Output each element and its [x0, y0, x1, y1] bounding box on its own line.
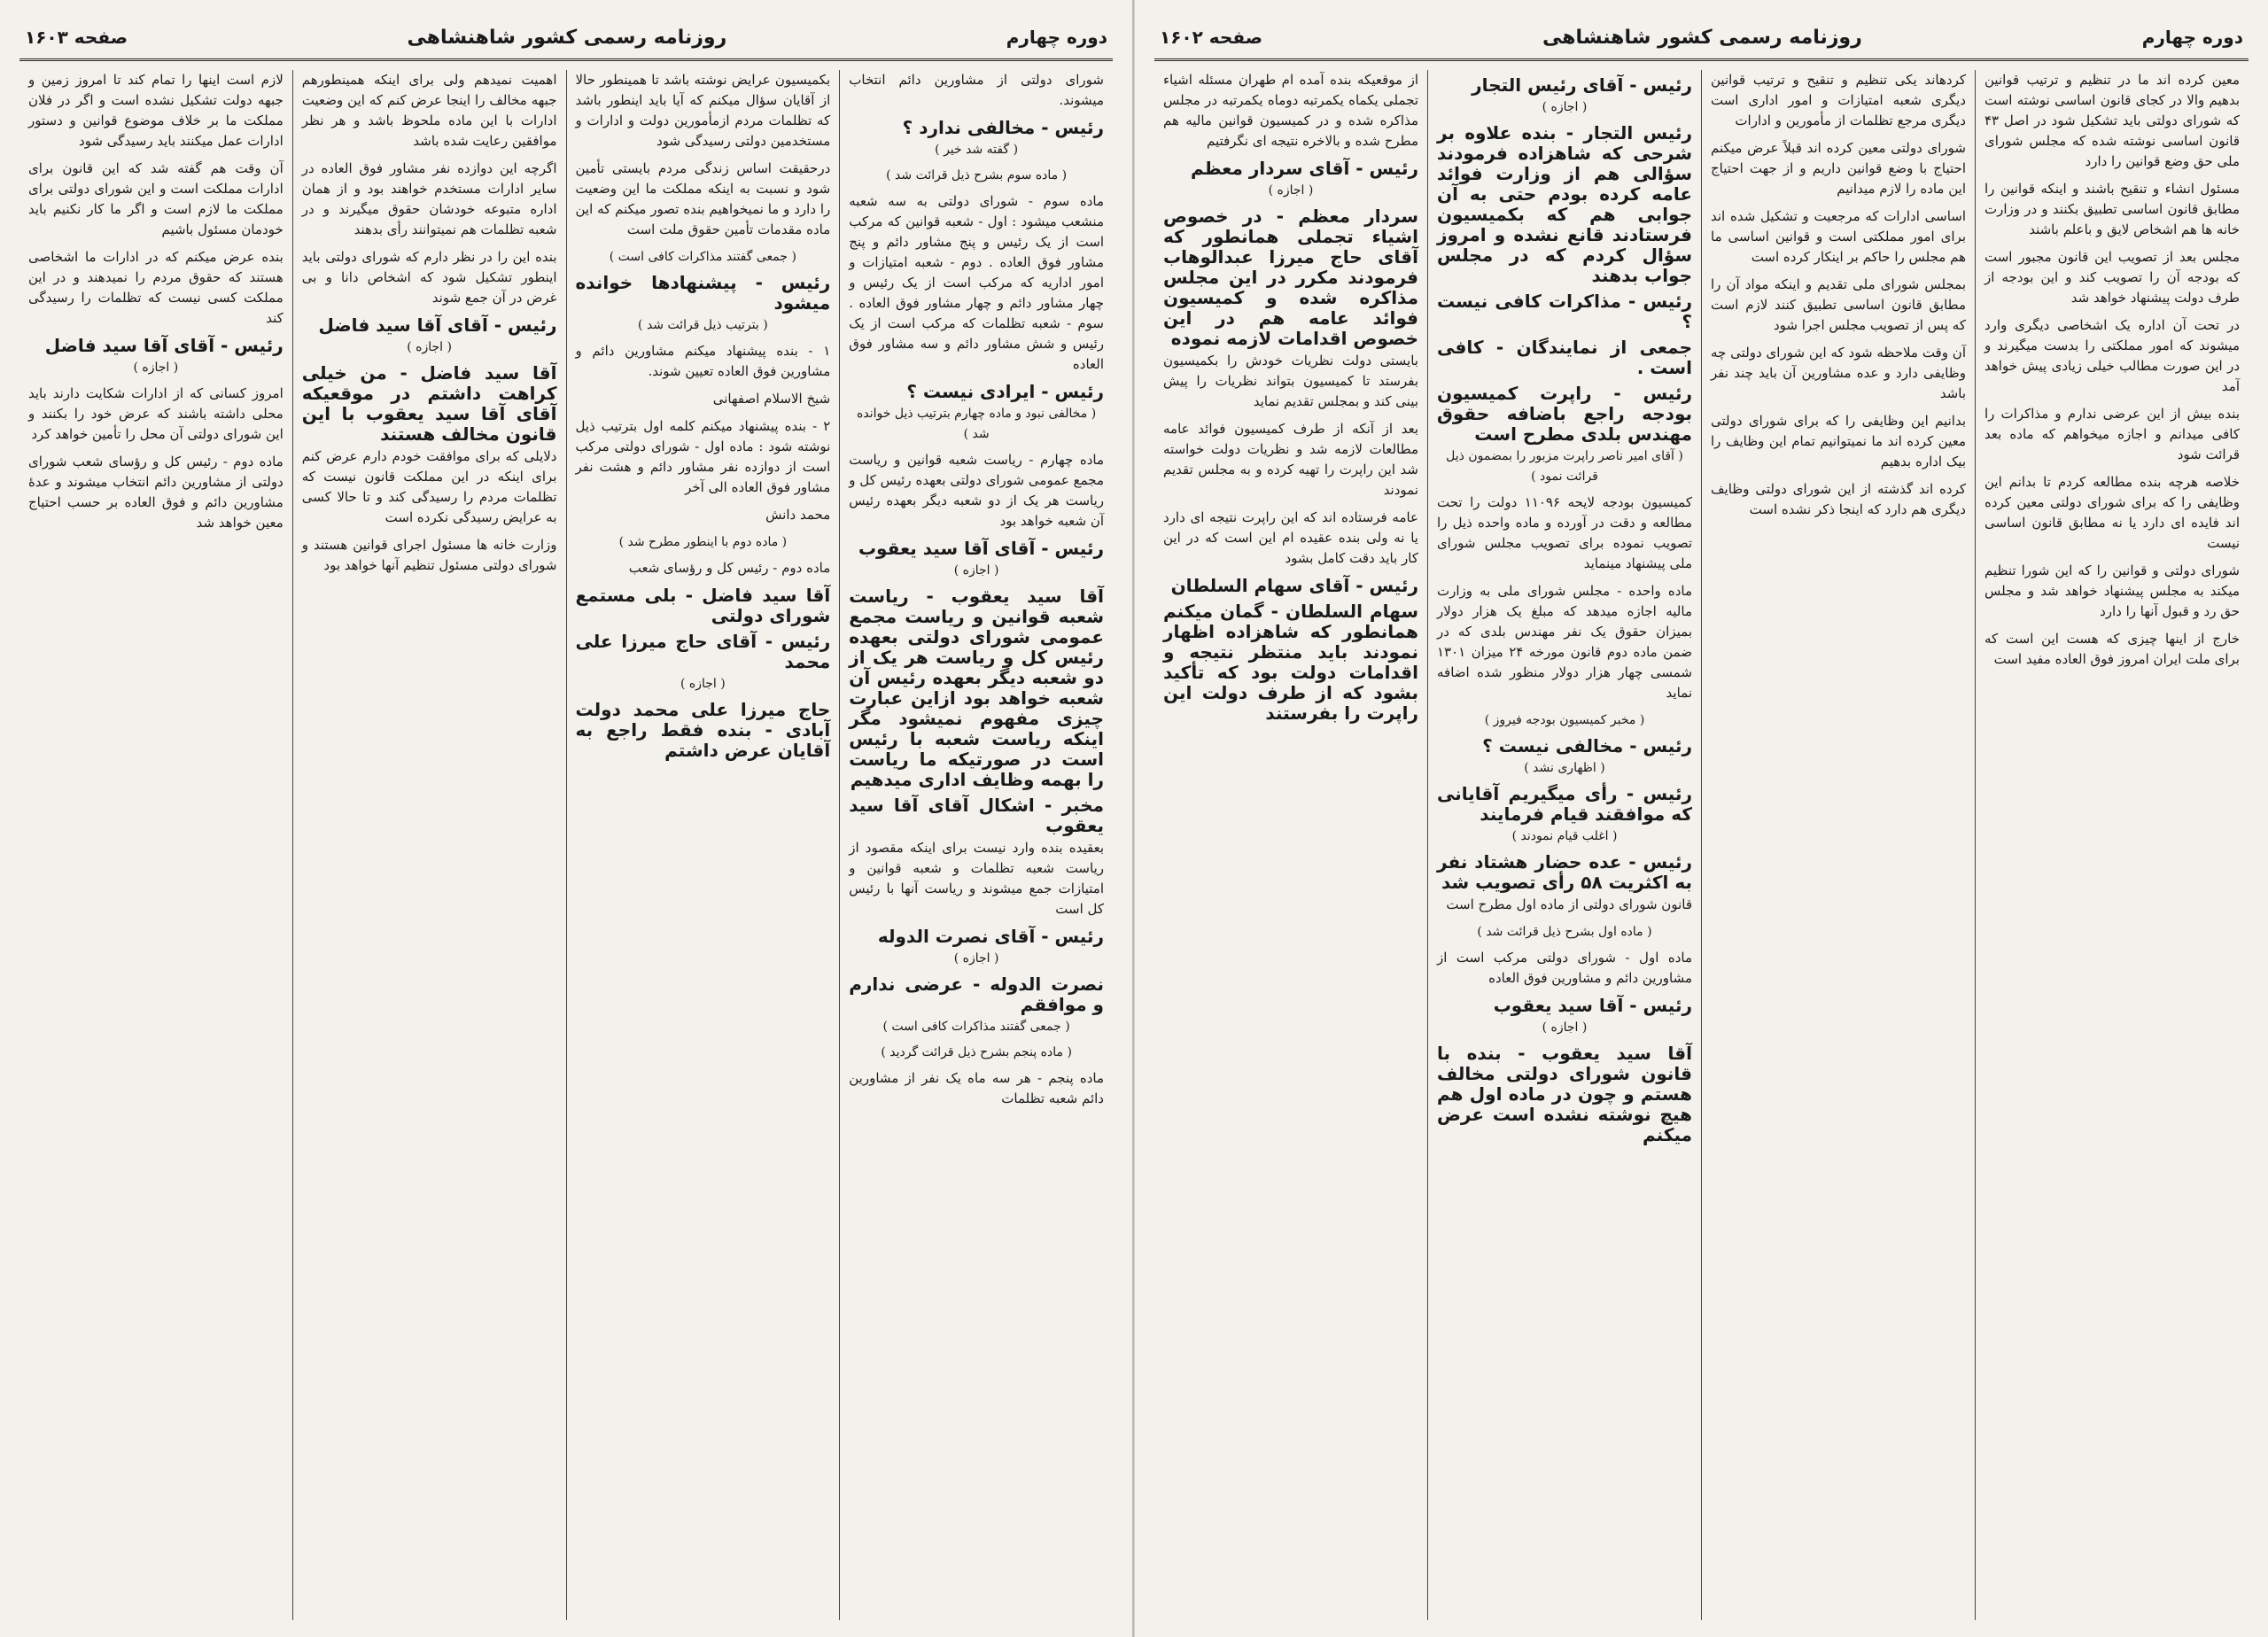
speaker-line: رئیس - آقای آقا سید یعقوب	[858, 538, 1104, 559]
speaker-line: نصرت الدوله - عرضی ندارم و موافقم	[849, 974, 1104, 1015]
speaker-line: آقا سید یعقوب - بنده با قانون شورای دولتی مخالف هستم و چون در ماده اول هم هیچ نوشته نشده است عرض میکنم	[1437, 1043, 1692, 1145]
procedural-note: ( اجازه )	[680, 677, 726, 691]
paragraph: کردهاند یکی تنظیم و تنقیح و ترتیب قوانین دیگری شعبه امتیازات و امور اداری است دیگری مرجع تظلمات از مأمورین و ادارات	[1711, 72, 1966, 128]
paragraph: مجلس بعد از تصویب این قانون مجبور است که بودجه آن را تصویب کند و این بودجه از طرف دولت پیشنهاد خواهد شد	[1984, 249, 2240, 306]
speaker-line: رئیس - آقای آقا سید فاضل	[318, 314, 557, 336]
paragraph: امروز کسانی که از ادارات شکایت دارند باید محلی داشته باشند که عرض خود را بکنند و این شورای دولتی آن محل را تأمین خواهد کرد	[28, 385, 284, 442]
procedural-note: ( ماده پنجم بشرح ذیل قرائت گردید )	[881, 1045, 1072, 1059]
paragraph: لازم است اینها را تمام کند تا امروز زمین و جبهه دولت تشکیل نشده است و اگر در فلان مملکت ما بر خلاف موضوع قوانین و دستور ادارات عمل میکنند باید رسیدگی شود	[28, 72, 284, 149]
speaker-line: سهام السلطان - گمان میکنم همانطور که شاهزاده اظهار نمودند باید منتظر نتیجه و اقدامات دولت بود که تأکید بشود که از طرف دولت این راپرت را بفرستند	[1163, 601, 1418, 724]
speaker-line: سردار معظم - در خصوص اشیاء تجملی همانطور که آقای حاج میرزا عبدالوهاب فرمودند مکرر در این مجلس مذاکره شده و کمیسیون فوائد عامه هم در این خصوص اقدامات لازمه نموده	[1163, 206, 1418, 349]
paragraph: ماده دوم - رئیس کل و رؤسای شعب شورای دولتی از مشاورین دائم انتخاب میشوند و عدهٔ مشاورین دائم و فوق العاده بر حسب احتیاج معین خواهد شد	[28, 454, 284, 531]
procedural-note: ( جمعی گفتند مذاکرات کافی است )	[609, 250, 796, 264]
speaker-line: آقا سید فاضل - من خیلی کراهت داشتم در موقعیکه آقای آقا سید یعقوب با این قانون مخالف هستند	[301, 362, 557, 445]
procedural-note: ( ماده سوم بشرح ذیل قرائت شد )	[886, 168, 1068, 182]
left-column-1	[839, 70, 1113, 1620]
procedural-note: ( بترتیب ذیل قرائت شد )	[638, 318, 768, 332]
paragraph: ماده دوم - رئیس کل و رؤسای شعب	[628, 560, 831, 576]
paragraph: ماده اول - شورای دولتی مرکب است از مشاورین دائم و مشاورین فوق العاده	[1437, 950, 1692, 986]
speaker-line: جمعی از نمایندگان - کافی است .	[1437, 337, 1692, 378]
right-page-header	[1154, 16, 2249, 61]
paragraph: بدانیم این وظایفی را که برای شورای دولتی معین کرده اند ما نمیتوانیم تمام این وظایف را بیک اداره بدهیم	[1711, 413, 1966, 469]
right-column-4	[1154, 70, 1427, 1620]
procedural-note: ( اجازه )	[407, 340, 452, 354]
paragraph: اگرچه این دوازده نفر مشاور فوق العاده در سایر ادارات مستخدم خواهند بود و از همان اداره متبوعه خودشان حقوق میگیرند و در شعبه تظلمات هم نمیتوانند رأی بدهند	[301, 160, 557, 237]
right-page	[1134, 0, 2268, 1637]
paragraph: شورای دولتی از مشاورین دائم انتخاب میشوند.	[849, 72, 1104, 108]
right-page-title: روزنامه رسمی کشور شاهنشاهی	[1542, 26, 1862, 49]
speaker-line: رئیس - مخالفی ندارد ؟	[902, 117, 1104, 138]
paragraph: شورای دولتی معین کرده اند قبلاً عرض میکنم احتیاج با وضع قوانین داریم و از جهت احتیاج این ماده را لازم میدانیم	[1711, 140, 1966, 197]
procedural-note: ( ماده دوم با اینطور مطرح شد )	[618, 535, 788, 549]
paragraph: اساسی ادارات که مرجعیت و تشکیل شده اند برای امور مملکتی است و قوانین اساسی ما هم مجلس را حاکم بر اینکار کرده است	[1711, 208, 1966, 265]
paragraph: بنده بیش از این عرضی ندارم و مذاکرات را کافی میدانم و اجازه میخواهم که ماده بعد قرائت شود	[1984, 406, 2240, 462]
paragraph: بکمیسیون عرایض نوشته باشد تا همینطور حالا از آقایان سؤال میکنم که آیا باید اینطور باشد که تظلمات مردم ازمأمورین دولت و ادارات و مستخدمین دولتی رسیدگی شود	[575, 72, 831, 149]
procedural-note: ( گفته شد خیر )	[935, 143, 1019, 157]
speaker-line: رئیس - پیشنهادها خوانده میشود	[575, 272, 831, 314]
paragraph: بعد از آنکه از طرف کمیسیون فوائد عامه مطالعات لازمه شد و نظریات دولت خواسته شد این راپرت را تهیه کرده و به مجلس تقدیم نمودند	[1163, 421, 1418, 498]
paragraph: آن وقت هم گفته شد که این قانون برای ادارات مملکت است و این شورای دولتی برای مملکت ما لازم است و اگر ما کار نکنیم باید خودمان مسئول باشیم	[28, 160, 284, 237]
paragraph: ماده واحده - مجلس شورای ملی به وزارت مالیه اجازه میدهد که مبلغ یک هزار دولار بمیزان حقوق یک نفر مهندس بلدی که در ضمن ماده دوم قانون مورخه ۲۴ میزان ۱۳۰۱ شمسی چهار هزار دولار منظور شده اضافه نماید	[1437, 583, 1692, 701]
paragraph: قانون شورای دولتی از ماده اول مطرح است	[1446, 896, 1692, 912]
paragraph: خارج از اینها چیزی که هست این است که برای ملت ایران امروز فوق العاده مفید است	[1984, 631, 2240, 667]
procedural-note: ( اجازه )	[953, 563, 999, 578]
paragraph: آن وقت ملاحظه شود که این شورای دولتی چه وظایفی دارد و عده مشاورین آن باید چند نفر باشد	[1711, 345, 1966, 401]
left-column-4	[19, 70, 292, 1620]
paragraph: بایستی دولت نظریات خودش را بکمیسیون بفرستد تا کمیسیون بتواند نظریات را پیش بینی کند و بمجلس تقدیم نماید	[1163, 353, 1418, 409]
right-column-2	[1701, 70, 1975, 1620]
paragraph: درحقیقت اساس زندگی مردم بایستی تأمین شود و نسبت به اینکه مملکت ما این وضعیت را دارد و ما نمیخواهیم بنده تصور میکنم که این ماده مقدمات تأمین حقوق ملت است	[575, 160, 831, 237]
speaker-line: رئیس - آقای نصرت الدوله	[877, 926, 1104, 947]
paragraph: بمجلس شورای ملی تقدیم و اینکه مواد آن را مطابق قانون اساسی تطبیق کنند لازم است که پس از تصویب مجلس اجرا شود	[1711, 276, 1966, 333]
speaker-line: رئیس - آقای سهام السلطان	[1170, 575, 1418, 596]
paragraph: اهمیت نمیدهم ولی برای اینکه همینطورهم جبهه مخالف را اینجا عرض کنم که این وضعیت ادارات با این ماده ملحوظ باشد و هر نظر موافقین رعایت شده باشد	[301, 72, 557, 149]
paragraph: عامه فرستاده اند که این راپرت نتیجه ای دارد یا نه ولی بنده عقیده ام این است که در این کار باید دقت کامل بشود	[1163, 509, 1418, 566]
paragraph: در تحت آن اداره یک اشخاصی دیگری وارد میشوند که امور مملکتی را بدست میگیرند و در این صورت مطالب خیلی زیادی پیش خواهد آمد	[1984, 317, 2240, 394]
paragraph: کمیسیون بودجه لایحه ۱۱۰۹۶ دولت را تحت مطالعه و دقت در آورده و ماده واحده ذیل را تصویب نموده برای تصویب مجلس شورای ملی پیشنهاد مینماید	[1437, 494, 1692, 571]
speaker-line: رئیس - آقای رئیس التجار	[1472, 74, 1692, 96]
procedural-note: ( ماده اول بشرح ذیل قرائت شد )	[1477, 925, 1652, 939]
speaker-line: مخبر - اشکال آقای آقا سید یعقوب	[849, 795, 1104, 836]
speaker-line: رئیس - آقای سردار معظم	[1191, 158, 1418, 179]
speaker-line: رئیس - مخالفی نیست ؟	[1482, 735, 1692, 756]
procedural-note: ( اجازه )	[1542, 1020, 1588, 1035]
paragraph: دلایلی که برای موافقت خودم دارم عرض کنم برای اینکه در این مملکت قانون نیست که تظلمات مردم را رسیدگی کند و تا حالا کسی به عرایض رسیدگی نکرده است	[301, 448, 557, 525]
left-page-title: روزنامه رسمی کشور شاهنشاهی	[407, 26, 727, 49]
paragraph: بعقیده بنده وارد نیست برای اینکه مقصود از ریاست شعبه تظلمات و شعبه قوانین و امتیازات جمع میشوند و ریاست آنها با رئیس کل است	[849, 840, 1104, 917]
paragraph: ماده سوم - شورای دولتی به سه شعبه منشعب میشود : اول - شعبه قوانین که مرکب است از یک رئیس و پنج مشاور دائم و پنج مشاور فوق العاده . دوم - شعبه امتیازات و امور اداریه که مرکب است از یک رئیس و چهار مشاور دائم و چهار مشاور فوق العاده . سوم - شعبه تظلمات که مرکب است از یک رئیس و شش مشاور دائم و سه مشاور فوق العاده	[849, 193, 1104, 372]
procedural-note: ( جمعی گفتند مذاکرات کافی است )	[882, 1020, 1070, 1034]
left-page-number: صفحه ۱۶۰۳	[25, 27, 128, 48]
right-page-columns	[1154, 70, 2249, 1620]
speaker-line: آقا سید یعقوب - ریاست شعبه قوانین و ریاست مجمع عمومی شورای دولتی بعهده رئیس کل و ریاست هر یک از دو شعبه دیگر بعهده رئیس آن شعبه خواهد بود ازاین عبارت چیزی مفهوم نمیشود مگر اینکه ریاست شعبه با رئیس است در صورتیکه ما ریاست را بهمه وظایف اداری میدهیم	[849, 586, 1104, 790]
paragraph: بنده این را در نظر دارم که شورای دولتی باید اینطور تشکیل شود که اشخاص دانا و بی غرض در آن جمع شوند	[301, 249, 557, 306]
procedural-note: ( اجازه )	[1268, 183, 1314, 198]
procedural-note: ( اجازه )	[133, 361, 179, 375]
paragraph: معین کرده اند ما در تنظیم و ترتیب قوانین بدهیم والا در کجای قانون اساسی نوشته است که شورای دولتی باید تشکیل شود در اصل ۴۳ قانون اساسی نوشته شده که مجلس شورای ملی حق وضع قوانین را دارد	[1984, 72, 2240, 169]
procedural-note: ( اظهاری نشد )	[1524, 761, 1605, 775]
left-page-edition: دوره چهارم	[1006, 27, 1107, 48]
left-column-2	[566, 70, 840, 1620]
paragraph: از موقعیکه بنده آمده ام طهران مسئله اشیاء تجملی یکماه یکمرتبه دوماه یکمرتبه در مجلس مذاکره شده و در کمیسیون قوانین مالیه هم مطرح شده و بالاخره نتیجه ای نگرفتیم	[1163, 72, 1418, 149]
paragraph: بنده عرض میکنم که در ادارات ما اشخاصی هستند که حقوق مردم را نمیدهند و در این مملکت کسی نیست که تظلمات را رسیدگی کند	[28, 249, 284, 326]
paragraph: ۱ - بنده پیشنهاد میکنم مشاورین دائم و مشاورین فوق العاده تعیین شوند.	[575, 343, 831, 379]
speaker-line: آقا سید فاضل - بلی مستمع شورای دولتی	[575, 585, 831, 626]
left-page-header	[19, 16, 1113, 61]
procedural-note: ( مخالفی نبود و ماده چهارم بترتیب ذیل خوانده شد )	[857, 407, 1097, 441]
paragraph: ماده چهارم - ریاست شعبه قوانین و ریاست مجمع عمومی شورای دولتی بعهده رئیس کل و ریاست هر یک از دو شعبه دیگر بعهده رئیس آن شعبه خواهد بود	[849, 452, 1104, 529]
speaker-line: رئیس - آقای حاج میرزا علی محمد	[575, 631, 831, 672]
right-page-number: صفحه ۱۶۰۲	[1160, 27, 1263, 48]
paragraph: شیخ الاسلام اصفهانی	[712, 391, 831, 407]
paragraph: وزارت خانه ها مسئول اجرای قوانین هستند و شورای دولتی مسئول تنظیم آنها خواهد بود	[301, 537, 557, 573]
speaker-line: رئیس - مذاکرات کافی نیست ؟	[1437, 291, 1692, 332]
paragraph: ۲ - بنده پیشنهاد میکنم کلمه اول بترتیب ذیل نوشته شود : ماده اول - شورای دولتی مرکب است از دوازده نفر مشاور دائم و هشت نفر مشاور فوق العاده الی آخر	[575, 418, 831, 495]
right-column-3	[1427, 70, 1701, 1620]
procedural-note: ( مخبر کمیسیون بودجه فیروز )	[1484, 713, 1645, 727]
procedural-note: ( آقای امیر ناصر راپرت مزبور را بمضمون ذیل قرائت نمود )	[1446, 449, 1683, 484]
right-column-1	[1975, 70, 2249, 1620]
speaker-line: رئیس - آقا سید یعقوب	[1493, 995, 1692, 1016]
left-column-3	[292, 70, 566, 1620]
paragraph: خلاصه هرچه بنده مطالعه کردم تا بدانم این وظایفی را که برای شورای دولتی معین کرده اند فایده ای دارد یا نه مطابق قانون اساسی نیست	[1984, 474, 2240, 551]
speaker-line: رئیس - آقای آقا سید فاضل	[44, 335, 284, 356]
paragraph: مسئول انشاء و تنقیح باشند و اینکه قوانین را مطابق قانون اساسی تطبیق بکنند و در وزارت خانه ها هم اشخاص لایق و باعلم باشند	[1984, 181, 2240, 237]
left-page-columns	[19, 70, 1113, 1620]
procedural-note: ( اجازه )	[953, 951, 999, 966]
procedural-note: ( اغلب قیام نمودند )	[1511, 829, 1618, 843]
paragraph: محمد دانش	[765, 507, 831, 523]
procedural-note: ( اجازه )	[1542, 100, 1588, 114]
speaker-line: حاج میرزا علی محمد دولت آبادی - بنده فقط راجع به آقایان عرض داشتم	[575, 699, 831, 761]
paragraph: ماده پنجم - هر سه ماه یک نفر از مشاورین دائم شعبه تظلمات	[849, 1070, 1104, 1106]
speaker-line: رئیس التجار - بنده علاوه بر شرحی که شاهزاده فرمودند سؤالی هم از وزارت فوائد عامه کرده بودم حتی به آن جوابی هم که بکمیسیون فرستادند قانع نشده و امروز سؤال کردم که در مجلس جواب بدهند	[1437, 122, 1692, 286]
paragraph: شورای دولتی و قوانین را که این شورا تنظیم میکند به مجلس پیشنهاد خواهد شد و مجلس حق رد و قبول آنها را دارد	[1984, 562, 2240, 619]
paragraph: کرده اند گذشته از این شورای دولتی وظایف دیگری هم دارد که اینجا ذکر نشده است	[1711, 481, 1966, 517]
speaker-line: رئیس - ایرادی نیست ؟	[906, 381, 1104, 402]
right-page-edition: دوره چهارم	[2141, 27, 2243, 48]
speaker-line: رئیس - عده حضار هشتاد نفر به اکثریت ۵۸ رأی تصویب شد	[1437, 851, 1692, 893]
speaker-line: رئیس - رأی میگیریم آقایانی که موافقند قیام فرمایند	[1437, 783, 1692, 825]
speaker-line: رئیس - راپرت کمیسیون بودجه راجع باضافه حقوق مهندس بلدی مطرح است	[1437, 383, 1692, 445]
